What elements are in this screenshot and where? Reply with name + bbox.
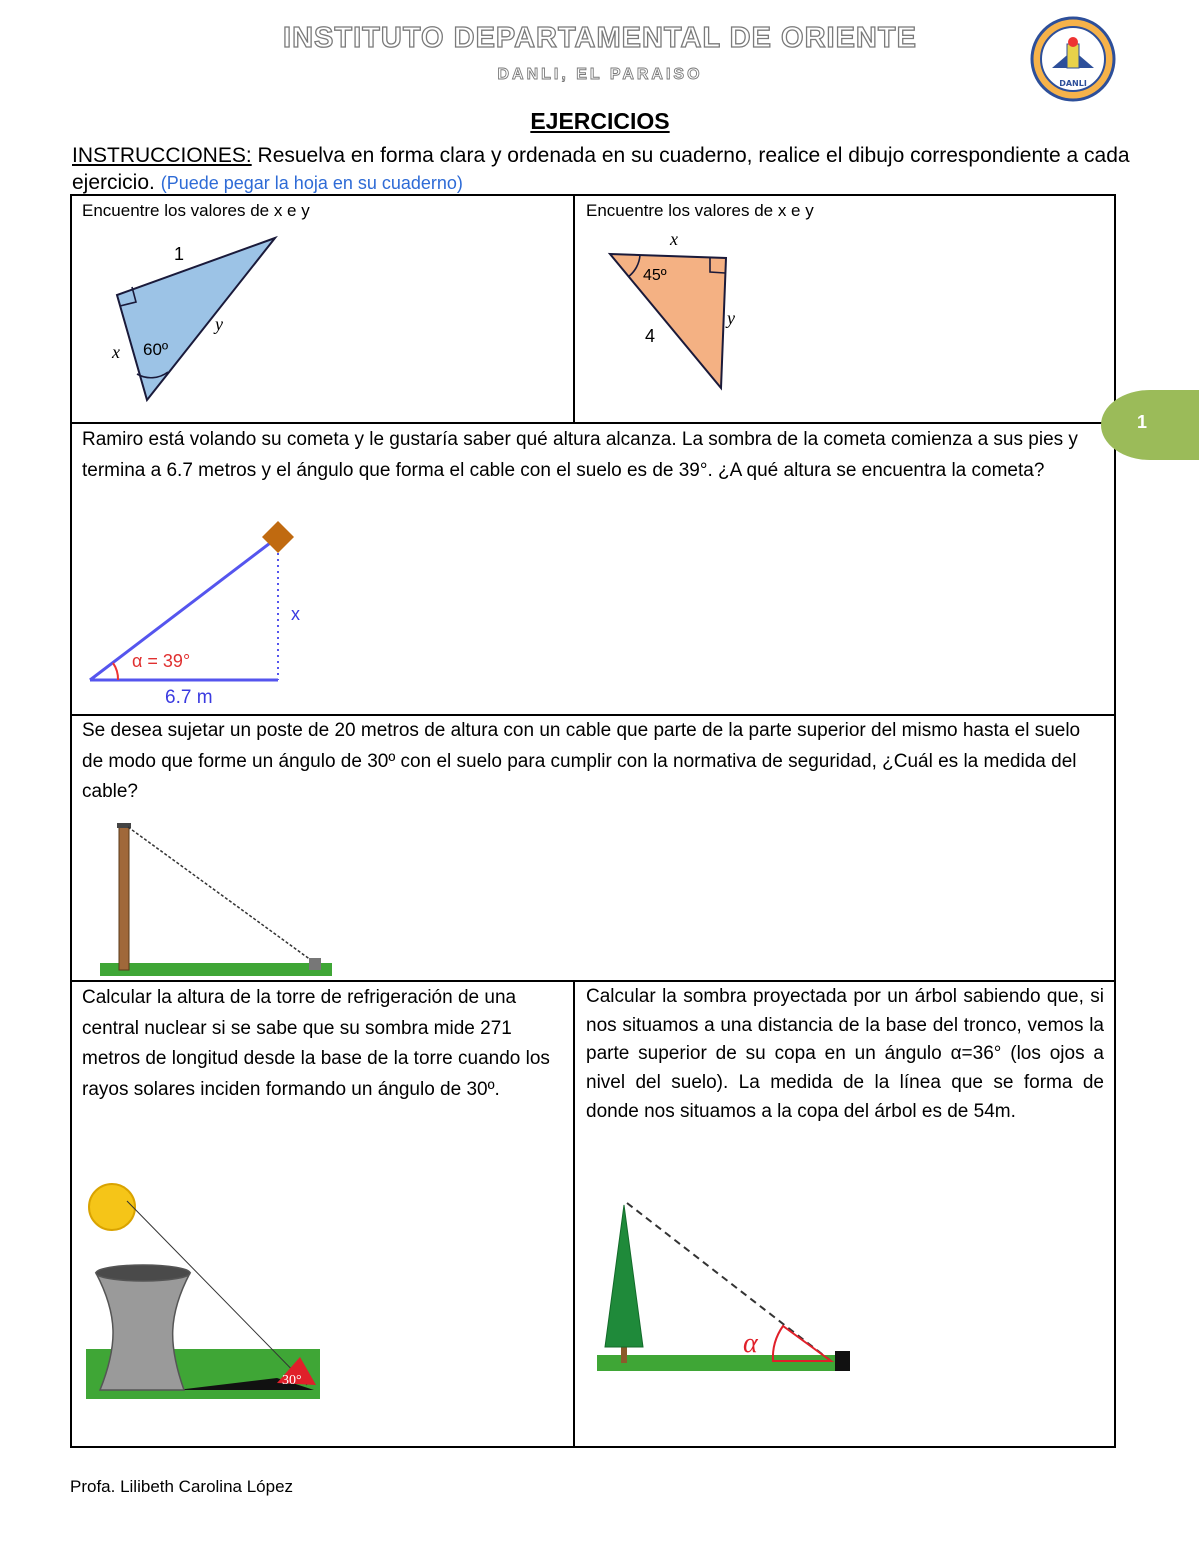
instructions-text: Resuelva en forma clara y ordenada en su cuaderno, realice el dibujo correspondiente a cada ejercicio. — [72, 144, 1130, 194]
ex5-cooling-tower — [96, 1273, 190, 1390]
ex4-text: Se desea sujetar un poste de 20 metros de altura con un cable que parte de la parte superior del mismo hasta el suelo de modo que forme un ángulo de 30º con el suelo para cumplir con la normativa de seguridad, ¿Cuál es la medida del cable? — [82, 720, 1081, 802]
ex3-height-label: x — [291, 604, 300, 624]
ex2-hypotenuse-label: 4 — [645, 326, 656, 346]
ex3-kite — [262, 521, 294, 553]
ex3-angle-label: α = 39° — [132, 651, 191, 671]
ex6-camera-icon — [835, 1351, 850, 1371]
instructions-note: (Puede pegar la hoja en su cuaderno) — [160, 173, 463, 193]
ex6-tree — [605, 1205, 643, 1347]
ex5-tower-figure — [82, 1175, 327, 1410]
ex6-angle-label: α — [743, 1328, 758, 1359]
ex5-angle-label: 30° — [282, 1373, 302, 1388]
ex6-tree-figure — [595, 1195, 857, 1380]
ex6-sight-line — [627, 1203, 831, 1361]
page-number-badge — [1101, 390, 1199, 460]
ex2-triangle — [610, 254, 726, 388]
page-title: EJERCICIOS — [530, 108, 670, 134]
logo-text: DANLI — [1059, 79, 1087, 88]
ex1-hypotenuse-label: 1 — [174, 244, 185, 264]
ex1-x-label: x — [112, 342, 120, 362]
ex1-triangle-figure — [100, 230, 300, 410]
footer-author: Profa. Lilibeth Carolina López — [70, 1477, 294, 1496]
school-logo — [1030, 16, 1116, 102]
instructions — [72, 142, 1132, 197]
ex2-angle-label: 45º — [643, 267, 667, 284]
instructions-label: INSTRUCCIONES: — [72, 144, 252, 167]
ex2-y-label: y — [727, 308, 735, 328]
ex3-text: Ramiro está volando su cometa y le gustaría saber qué altura alcanza. La sombra de la cometa comienza a sus pies y termina a 6.7 metros y el ángulo que forma el cable con el suelo es de 39°. ¿A qué altura se encuentra la cometa? — [82, 429, 1078, 481]
ex2-prompt: Encuentre los valores de x e y — [586, 201, 814, 220]
ex6-ground — [597, 1355, 845, 1371]
ex6-text: Calcular la sombra proyectada por un árbol sabiendo que, si nos situamos a una distancia de la base del tronco, vemos la parte superior de su copa en un ángulo α=36° (los ojos a nivel del suelo). La medida de la línea que se forma de donde nos situamos a la copa del árbol es de 54m. — [586, 986, 1104, 1122]
ex4-anchor — [309, 958, 321, 970]
ex4-pole-figure — [95, 815, 340, 980]
ex4-cable — [128, 827, 315, 963]
ex1-y-label: y — [215, 314, 223, 334]
ex3-base-label: 6.7 m — [165, 687, 213, 708]
ex1-prompt: Encuentre los valores de x e y — [82, 201, 310, 220]
ex5-text: Calcular la altura de la torre de refrigeración de una central nuclear si se sabe que su sombra mide 271 metros de longitud desde la base de la torre cuando los rayos solares inciden formando un ángulo de 30º. — [82, 987, 550, 1100]
page-number: 1 — [1137, 412, 1148, 432]
institution-name: INSTITUTO DEPARTAMENTAL DE ORIENTE — [283, 22, 917, 54]
ex5-sun — [89, 1184, 135, 1230]
ex3-kite-figure — [80, 515, 340, 710]
institution-location: DANLI, EL PARAISO — [497, 66, 703, 83]
ex4-pole — [119, 825, 129, 970]
ex1-angle-label: 60º — [143, 340, 169, 359]
ex2-triangle-figure — [600, 228, 750, 393]
ex4-ground — [100, 963, 332, 976]
ex2-x-label: x — [670, 229, 678, 249]
